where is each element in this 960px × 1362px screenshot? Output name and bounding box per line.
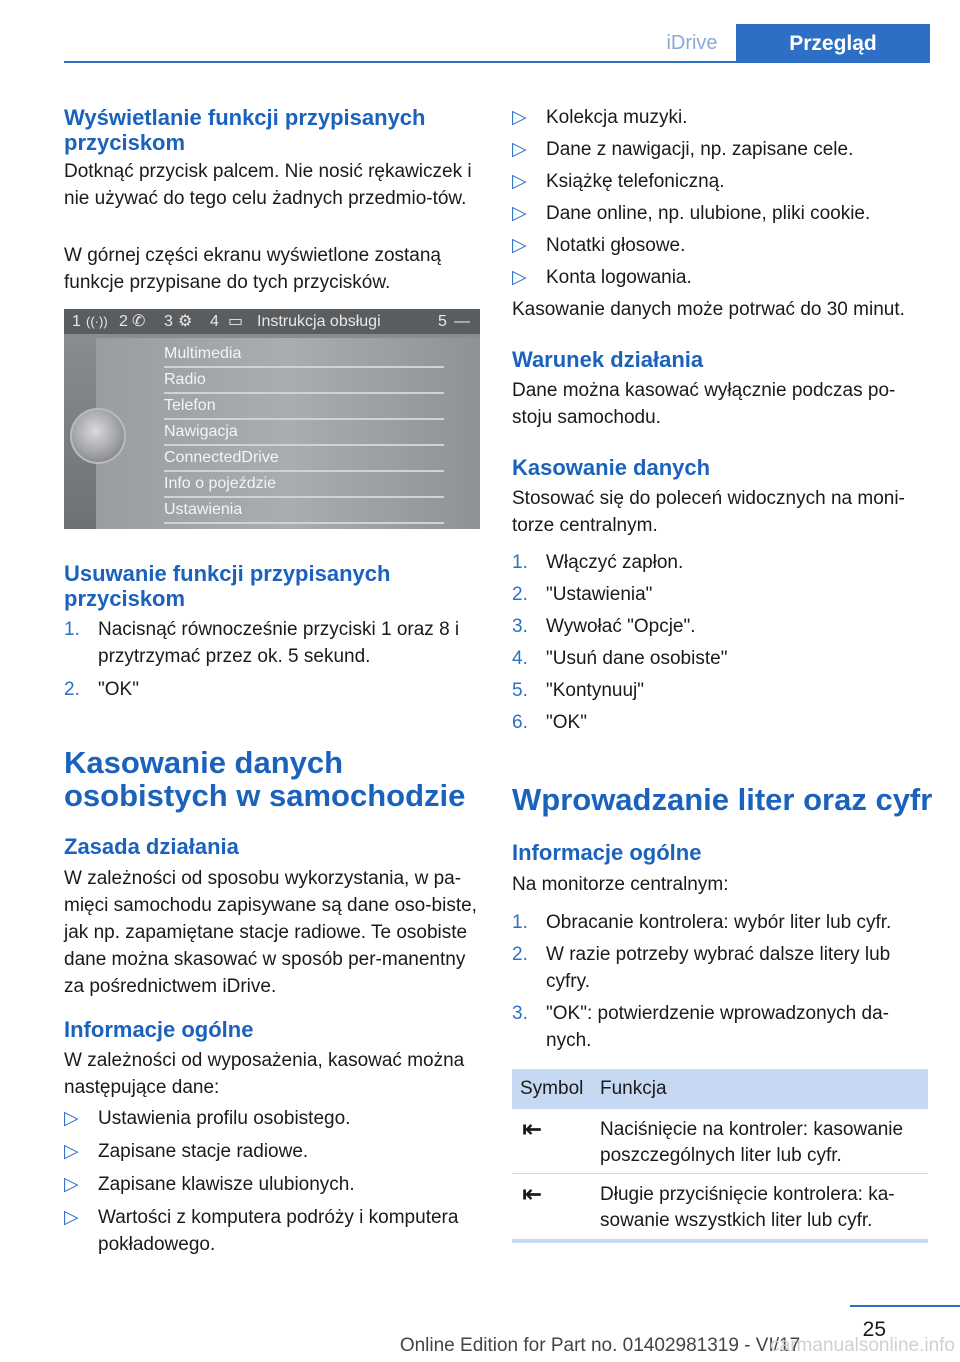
menu-item-telefon: Telefon [164,394,444,420]
screen-btn-1: 1 [72,313,81,330]
backspace-icon: ⇤ [522,1116,543,1143]
screen-body [64,334,480,529]
screen-btn-2: 2 [119,313,128,330]
list-item [64,676,482,703]
left-bullet-list [64,1105,482,1258]
bullet-text: Książkę telefoniczną. [546,171,725,192]
step-number: 2. [512,944,528,965]
heading-kasowanie-danych: Kasowanie danych [512,455,711,480]
paragraph-informacje: W zależności od wyposażenia, kasować można następujące dane: [64,1050,465,1098]
step-number: 5. [512,680,528,701]
footer-rule [850,1305,960,1307]
list-item [64,616,482,670]
triangle-bullet-icon: ▷ [64,1108,79,1129]
screen-btn-4: 4 [210,313,219,330]
triangle-bullet-icon: ▷ [512,267,527,288]
step-number: 3. [512,616,528,637]
list-item [512,581,930,608]
list-item [512,677,930,704]
bullet-text: Wartości z komputera podróży i komputera pokładowego. [98,1207,459,1255]
screen-btn-3: 3 [164,313,173,330]
table-cell-funkcja: Długie przyciśnięcie kontrolera: ka‐sowanie wszystkich liter lub cyfr. [600,1184,895,1231]
list-item [512,200,930,227]
bullet-text: Ustawienia profilu osobistego. [98,1108,351,1129]
table-row [512,1174,928,1238]
right-bullet-list [512,104,930,291]
header-tab-idrive: iDrive [666,32,718,54]
gear-icon: ⚙ [178,313,193,330]
list-item [512,909,930,936]
list-item [64,1138,482,1165]
table-bottom-rule [512,1239,928,1243]
list-item [512,232,930,259]
triangle-bullet-icon: ▷ [512,203,527,224]
step-number: 1. [512,912,528,933]
paragraph-monitor: Na monitorze centralnym: [512,874,729,895]
paragraph-kasowanie: Stosować się do poleceń widocznych na moni‐torze centralnym. [512,488,905,536]
list-item [512,168,930,195]
menu-item-info: Info o pojeździe [164,472,444,498]
triangle-bullet-icon: ▷ [512,107,527,128]
header-tab-przeglad: Przegląd [736,24,930,63]
header-rule [64,61,930,63]
table-header [512,1069,928,1109]
list-item [512,613,930,640]
triangle-bullet-icon: ▷ [512,235,527,256]
list-item [512,549,930,576]
bullet-text: Dane online, np. ulubione, pliki cookie. [546,203,871,224]
step-text: Nacisnąć równocześnie przyciski 1 oraz 8 i przytrzymać przez ok. 5 sekund. [98,619,460,667]
step-text: Wywołać "Opcje". [546,616,696,637]
menu-item-multimedia: Multimedia [164,342,444,368]
step-text: "Ustawienia" [546,584,653,605]
heading-warunek: Warunek działania [512,347,704,372]
triangle-bullet-icon: ▷ [512,171,527,192]
step-text: "OK" [98,679,139,700]
step-number: 1. [64,619,80,640]
screen-top-bar [64,309,480,334]
menu-item-ustawienia: Ustawienia [164,498,444,524]
step-number: 2. [64,679,80,700]
step-text: W razie potrzeby wybrać dalsze litery lub cyfry. [546,944,891,992]
step-number: 1. [512,552,528,573]
kasowanie-steps [512,549,930,736]
list-item [512,645,930,672]
list-item [512,136,930,163]
backspace-icon: ⇤ [522,1181,543,1208]
list-item [512,104,930,131]
step-number: 2. [512,584,528,605]
dash-icon: — [454,313,470,330]
bullet-text: Dane z nawigacji, np. zapisane cele. [546,139,854,160]
step-number: 3. [512,1003,528,1024]
menu-item-connecteddrive: ConnectedDrive [164,446,444,472]
step-text: "Kontynuuj" [546,680,644,701]
radio-icon: ((·)) [86,314,108,329]
triangle-bullet-icon: ▷ [64,1141,79,1162]
heading-usuwanie: Usuwanie funkcji przypisanych przyciskom [64,561,391,611]
table-row [512,1109,928,1173]
triangle-bullet-icon: ▷ [512,139,527,160]
wprowadzanie-steps [512,909,930,1054]
menu-item-nawigacja: Nawigacja [164,420,444,446]
table-header-symbol: Symbol [520,1078,584,1099]
screen-top-label: Instrukcja obsługi [257,313,381,330]
footer-edition: Online Edition for Part no. 01402981319 - VI/17 [399,1335,801,1356]
table-header-funkcja: Funkcja [600,1078,667,1099]
step-text: "Usuń dane osobiste" [546,648,728,669]
idrive-screen-image [64,309,480,529]
list-item [64,1105,482,1132]
triangle-bullet-icon: ▷ [64,1174,79,1195]
step-number: 4. [512,648,528,669]
menu-item-radio: Radio [164,368,444,394]
paragraph-zasada: W zależności od sposobu wykorzystania, w pa‐mięci samochodu zapisywane są dane oso‐biste, jak np. zapamiętane stacje radiowe. Te osobiste dane można skasować w sposób per‐manentny za pośrednictwem iDrive. [64,868,477,997]
paragraph-czas: Kasowanie danych może potrwać do 30 minut. [512,299,905,320]
heading-kasowanie-osobistych: Kasowanie danych osobistych w samochodzie [64,745,466,813]
step-text: "OK" [546,712,587,733]
step-number: 6. [512,712,528,733]
list-item [64,1171,482,1198]
heading-wyswietlanie: Wyświetlanie funkcji przypisanych przyciskom [64,105,426,155]
list-item [512,941,930,995]
bullet-text: Kolekcja muzyki. [546,107,688,128]
paragraph-gornej: W górnej części ekranu wyświetlone zostaną funkcje przypisane do tych przycisków. [64,245,442,293]
usuwanie-steps [64,616,482,703]
controller-knob-icon [70,408,126,464]
heading-informacje: Informacje ogólne [64,1017,254,1042]
table-cell-funkcja: Naciśnięcie na kontroler: kasowanie poszczególnych liter lub cyfr. [600,1119,904,1166]
bullet-text: Zapisane stacje radiowe. [98,1141,309,1162]
list-item [512,1000,930,1054]
step-text: "OK": potwierdzenie wprowadzonych da‐nych. [546,1003,889,1051]
step-text: Włączyć zapłon. [546,552,684,573]
triangle-bullet-icon: ▷ [64,1207,79,1228]
page-number: 25 [862,1318,886,1341]
bullet-text: Zapisane klawisze ulubionych. [98,1174,355,1195]
paragraph-dotknac: Dotknąć przycisk palcem. Nie nosić rękawiczek i nie używać do tego celu żadnych przedmio‐tów. [64,161,472,209]
step-text: Obracanie kontrolera: wybór liter lub cyfr. [546,912,892,933]
list-item [512,264,930,291]
screen-btn-5: 5 [438,313,447,330]
heading-wprowadzanie: Wprowadzanie liter oraz cyfr [512,782,933,817]
heading-informacje-2: Informacje ogólne [512,840,702,865]
list-item [64,1204,482,1258]
bullet-text: Notatki głosowe. [546,235,686,256]
list-item [512,709,930,736]
bullet-text: Konta logowania. [546,267,692,288]
book-icon: ▭ [228,313,244,330]
heading-zasada: Zasada działania [64,834,239,859]
phone-icon: ✆ [132,313,146,330]
paragraph-warunek: Dane można kasować wyłącznie podczas po‐stoju samochodu. [512,380,896,428]
footer-watermark: carmanualsonline.info [770,1335,955,1356]
